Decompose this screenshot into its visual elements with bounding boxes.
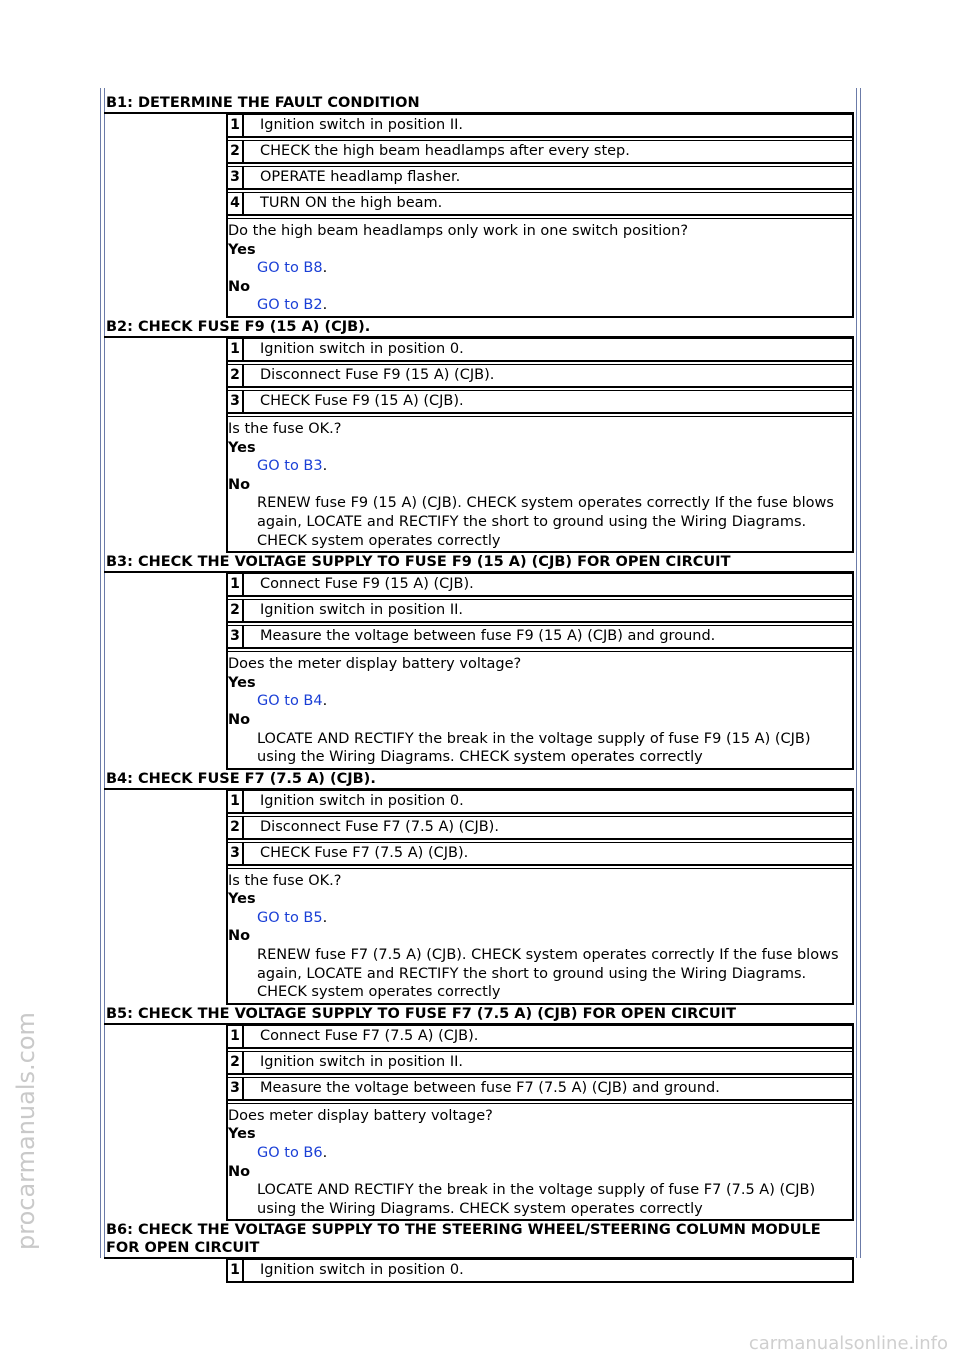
step-number: 2 — [228, 817, 244, 838]
question-block — [228, 651, 852, 770]
no-label: No — [228, 711, 251, 728]
step-row — [228, 390, 852, 414]
step-text: Measure the voltage between fuse F7 (7.5 A) (CJB) and ground. — [260, 1079, 720, 1096]
section-title: B5: CHECK THE VOLTAGE SUPPLY TO FUSE F7 (7.5 A) (CJB) FOR OPEN CIRCUIT — [104, 1005, 854, 1025]
section-spacer — [104, 338, 226, 553]
step-text: OPERATE headlamp flasher. — [260, 169, 461, 185]
section-body — [104, 114, 854, 318]
step-number: 3 — [228, 1078, 244, 1099]
step-number: 2 — [228, 365, 244, 386]
step-text: Ignition switch in position II. — [260, 602, 464, 619]
step-text: CHECK Fuse F9 (15 A) (CJB). — [260, 392, 464, 409]
question-block — [228, 868, 852, 1005]
step-row — [228, 573, 852, 597]
section-body — [104, 1025, 854, 1222]
question-text: Is the fuse OK.? — [228, 872, 342, 889]
section-content — [226, 1025, 854, 1222]
bottom-watermark: carmanualsonline.info — [748, 1333, 948, 1354]
question-block — [228, 218, 852, 318]
yes-goto-link[interactable]: GO to B8 — [257, 260, 323, 277]
step-text: CHECK the high beam headlamps after every step. — [260, 143, 630, 159]
yes-label: Yes — [228, 1126, 256, 1143]
section-spacer — [104, 114, 226, 318]
step-row — [228, 338, 852, 362]
section-title: B3: CHECK THE VOLTAGE SUPPLY TO FUSE F9 (15 A) (CJB) FOR OPEN CIRCUIT — [104, 553, 854, 573]
step-number: 2 — [228, 141, 244, 162]
no-goto-link[interactable]: GO to B2 — [257, 297, 323, 314]
question-text: Do the high beam headlamps only work in one switch position? — [228, 223, 689, 239]
step-number: 1 — [228, 791, 244, 812]
step-row — [228, 364, 852, 388]
section-title: B2: CHECK FUSE F9 (15 A) (CJB). — [104, 318, 854, 338]
step-row — [228, 1025, 852, 1049]
step-text: Ignition switch in position II. — [260, 1053, 464, 1070]
test-step-section — [104, 553, 854, 770]
step-row — [228, 140, 852, 164]
yes-goto-link[interactable]: GO to B5 — [257, 909, 323, 926]
step-number: 1 — [228, 339, 244, 360]
section-title: B1: DETERMINE THE FAULT CONDITION — [104, 94, 854, 114]
section-content — [226, 338, 854, 553]
section-body — [104, 338, 854, 553]
no-action-text: LOCATE AND RECTIFY the break in the voltage supply of fuse F9 (15 A) (CJB) using the Wiring Diagrams. CHECK system operates correctly — [257, 730, 811, 766]
yes-answer: GO to B4. — [257, 693, 328, 710]
no-action-text: RENEW fuse F7 (7.5 A) (CJB). CHECK system operates correctly If the fuse blows again, LOCATE and RECTIFY the short to ground using the Wiring Diagrams. CHECK system operates correctly — [257, 947, 839, 1001]
step-number: 3 — [228, 626, 244, 647]
no-label: No — [228, 928, 251, 945]
test-step-section — [104, 94, 854, 318]
section-spacer — [104, 1259, 226, 1283]
yes-goto-link[interactable]: GO to B4 — [257, 693, 323, 710]
yes-answer: GO to B5. — [257, 909, 328, 926]
test-step-section — [104, 1005, 854, 1222]
yes-label: Yes — [228, 674, 256, 691]
step-number: 3 — [228, 843, 244, 864]
step-text: Connect Fuse F7 (7.5 A) (CJB). — [260, 1027, 479, 1044]
step-row — [228, 599, 852, 623]
step-row — [228, 625, 852, 649]
step-number: 3 — [228, 167, 244, 188]
step-text: Disconnect Fuse F9 (15 A) (CJB). — [260, 366, 495, 383]
section-title: B4: CHECK FUSE F7 (7.5 A) (CJB). — [104, 770, 854, 790]
section-title: B6: CHECK THE VOLTAGE SUPPLY TO THE STEERING WHEEL/STEERING COLUMN MODULE FOR OPEN CIRCUIT — [104, 1221, 854, 1259]
yes-label: Yes — [228, 439, 256, 456]
question-text: Does the meter display battery voltage? — [228, 656, 522, 673]
test-step-section — [104, 770, 854, 1005]
step-text: Ignition switch in position 0. — [260, 1262, 464, 1279]
step-row — [228, 192, 852, 216]
section-spacer — [104, 1025, 226, 1222]
step-row — [228, 166, 852, 190]
yes-answer: GO to B6. — [257, 1145, 328, 1162]
no-label: No — [228, 476, 251, 493]
section-content — [226, 1259, 854, 1283]
step-number: 2 — [228, 600, 244, 621]
yes-label: Yes — [228, 241, 256, 258]
left-margin-line — [100, 88, 101, 1258]
step-number: 3 — [228, 391, 244, 412]
no-action-text: RENEW fuse F9 (15 A) (CJB). CHECK system operates correctly If the fuse blows again, LOCATE and RECTIFY the short to ground using the Wiring Diagrams. CHECK system operates correctly — [257, 495, 834, 549]
step-row — [228, 1051, 852, 1075]
test-step-section — [104, 318, 854, 553]
question-text: Does meter display battery voltage? — [228, 1107, 493, 1124]
step-text: CHECK Fuse F7 (7.5 A) (CJB). — [260, 844, 469, 861]
side-watermark: procarmanuals.com — [12, 1012, 40, 1250]
step-text: Disconnect Fuse F7 (7.5 A) (CJB). — [260, 818, 499, 835]
question-text: Is the fuse OK.? — [228, 420, 342, 437]
no-answer: GO to B2. — [257, 297, 328, 314]
question-block — [228, 416, 852, 553]
section-content — [226, 114, 854, 318]
step-row — [228, 816, 852, 840]
section-spacer — [104, 573, 226, 770]
right-margin-line-outer — [860, 88, 861, 1258]
step-row — [228, 1077, 852, 1101]
yes-label: Yes — [228, 891, 256, 908]
yes-goto-link[interactable]: GO to B3 — [257, 458, 323, 475]
section-content — [226, 790, 854, 1005]
section-content — [226, 573, 854, 770]
no-label: No — [228, 1163, 251, 1180]
step-text: Ignition switch in position II. — [260, 117, 464, 133]
step-text: Ignition switch in position 0. — [260, 340, 464, 357]
step-number: 1 — [228, 115, 244, 136]
step-number: 1 — [228, 574, 244, 595]
step-row — [228, 790, 852, 814]
section-body — [104, 1259, 854, 1283]
step-text: TURN ON the high beam. — [260, 195, 443, 211]
no-action-text: LOCATE AND RECTIFY the break in the voltage supply of fuse F7 (7.5 A) (CJB) using the Wiring Diagrams. CHECK system operates correctly — [257, 1182, 816, 1217]
step-number: 1 — [228, 1260, 244, 1281]
step-row — [228, 114, 852, 138]
test-step-section — [104, 1221, 854, 1283]
step-number: 2 — [228, 1052, 244, 1073]
diagnostic-procedure — [104, 94, 854, 1283]
no-label: No — [228, 278, 251, 295]
section-body — [104, 790, 854, 1005]
step-row — [228, 1259, 852, 1283]
question-block — [228, 1103, 852, 1222]
step-text: Connect Fuse F9 (15 A) (CJB). — [260, 576, 474, 593]
step-row — [228, 842, 852, 866]
step-number: 4 — [228, 193, 244, 214]
yes-goto-link[interactable]: GO to B6 — [257, 1145, 323, 1162]
step-text: Measure the voltage between fuse F9 (15 A) (CJB) and ground. — [260, 628, 716, 645]
section-spacer — [104, 790, 226, 1005]
section-body — [104, 573, 854, 770]
yes-answer: GO to B3. — [257, 458, 328, 475]
yes-answer: GO to B8. — [257, 260, 328, 277]
step-text: Ignition switch in position 0. — [260, 792, 464, 809]
step-number: 1 — [228, 1026, 244, 1047]
right-margin-line — [856, 88, 857, 1258]
